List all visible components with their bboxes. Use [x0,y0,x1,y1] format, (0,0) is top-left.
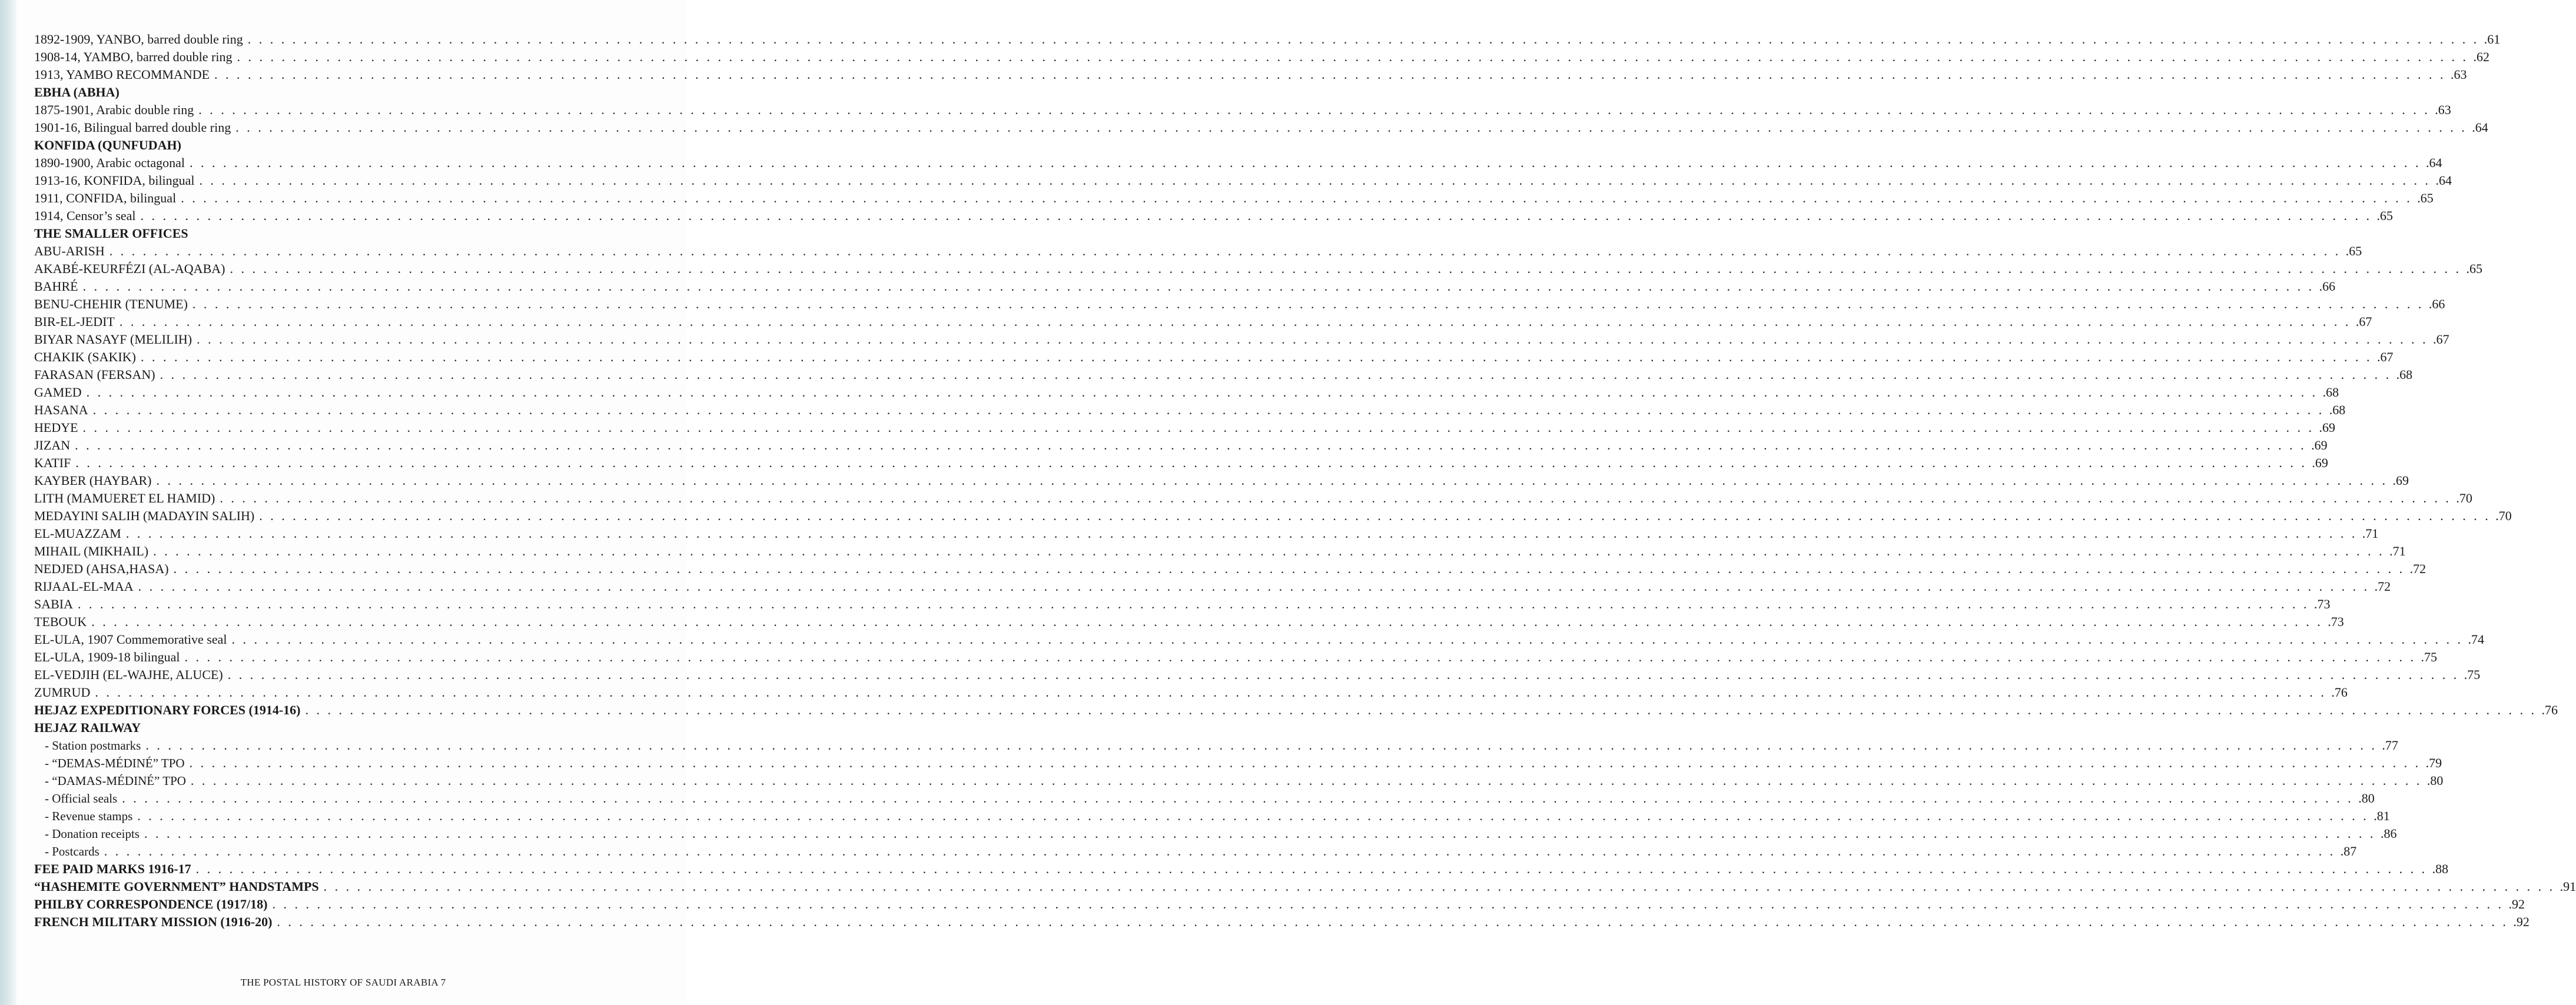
toc-leader-dots: . . . . . . . . . . . . . . . . . . . . . . . . . . . . . . . . . . . . . . . . . . . . . . . . . . . . . . . . . . . . . . . . . . . . . . . . . . . . . . . . . . . . . . . . . . . . . . . . . . . . . . . . . . . . . . . . . . . . . . . . . . . . . . . . . . . . . . . . . . . . . . . . . . . . . . . . . . . . . . . . . . . . . . . . . . . . . . . . . . . . . . . . . . . . . . . . . . . . . . . . [122,791,2353,806]
toc-entry-label: KAYBER (HAYBAR) [34,473,152,488]
toc-entry-row [34,594,2331,612]
toc-page-number: .66 [2428,297,2445,311]
toc-heading-row [34,912,2529,930]
toc-leader-dots: . . . . . . . . . . . . . . . . . . . . . . . . . . . . . . . . . . . . . . . . . . . . . . . . . . . . . . . . . . . . . . . . . . . . . . . . . . . . . . . . . . . . . . . . . . . . . . . . . . . . . . . . . . . . . . . . . . . . . . . . . . . . . . . . . . . . . . . . . . . . . . . . . . . . . . . . . . . . . . . . . . . . . . . . . . . . . . . . . . . . . . . . . . . . . . . . . . . . . . . . [277,914,2508,929]
toc-entry-label: HEJAZ EXPEDITIONARY FORCES (1914-16) [34,703,301,717]
toc-entry-row [34,294,2445,312]
toc-entry-label: - Revenue stamps [45,809,133,823]
toc-leader-dots: . . . . . . . . . . . . . . . . . . . . . . . . . . . . . . . . . . . . . . . . . . . . . . . . . . . . . . . . . . . . . . . . . . . . . . . . . . . . . . . . . . . . . . . . . . . . . . . . . . . . . . . . . . . . . . . . . . . . . . . . . . . . . . . . . . . . . . . . . . . . . . . . . . . . . . . . . . . . . . . . . . . . . . . . . . . . . . . . . . . . . . . . . . . . . . . . . . . . . . . . [199,173,2431,188]
toc-leader-dots: . . . . . . . . . . . . . . . . . . . . . . . . . . . . . . . . . . . . . . . . . . . . . . . . . . . . . . . . . . . . . . . . . . . . . . . . . . . . . . . . . . . . . . . . . . . . . . . . . . . . . . . . . . . . . . . . . . . . . . . . . . . . . . . . . . . . . . . . . . . . . . . . . . . . . . . . . . . . . . . . . . . . . . . . . . . . . . . . . . . . . . . . . . . . . . . . . . . . . . . . [75,438,2306,452]
toc-page-number: .77 [2382,738,2398,753]
toc-page-number: .69 [2319,420,2336,435]
toc-entry-label: BENU-CHEHIR (TENUME) [34,297,188,311]
toc-page-number: .91 [2560,879,2576,894]
toc-leader-dots: . . . . . . . . . . . . . . . . . . . . . . . . . . . . . . . . . . . . . . . . . . . . . . . . . . . . . . . . . . . . . . . . . . . . . . . . . . . . . . . . . . . . . . . . . . . . . . . . . . . . . . . . . . . . . . . . . . . . . . . . . . . . . . . . . . . . . . . . . . . . . . . . . . . . . . . . . . . . . . . . . . . . . . . . . . . . . . . . . . . . . . . . . . . . . . . . . . . . . . . . [235,120,2467,135]
toc-entry-label: FARASAN (FERSAN) [34,367,155,382]
toc-page-number: .80 [2358,791,2375,806]
toc-leader-dots: . . . . . . . . . . . . . . . . . . . . . . . . . . . . . . . . . . . . . . . . . . . . . . . . . . . . . . . . . . . . . . . . . . . . . . . . . . . . . . . . . . . . . . . . . . . . . . . . . . . . . . . . . . . . . . . . . . . . . . . . . . . . . . . . . . . . . . . . . . . . . . . . . . . . . . . . . . . . . . . . . . . . . . . . . . . . . . . . . . . . . . . . . . . . . . . . . . . . . . . . [189,756,2421,770]
toc-page-number: .68 [2322,385,2339,400]
toc-entry-row [34,806,2390,824]
toc-page-number: .68 [2396,367,2413,382]
toc-heading-row [34,135,646,153]
toc-entry-label: RIJAAL-EL-MAA [34,579,134,594]
toc-leader-dots: . . . . . . . . . . . . . . . . . . . . . . . . . . . . . . . . . . . . . . . . . . . . . . . . . . . . . . . . . . . . . . . . . . . . . . . . . . . . . . . . . . . . . . . . . . . . . . . . . . . . . . . . . . . . . . . . . . . . . . . . . . . . . . . . . . . . . . . . . . . . . . . . . . . . . . . . . . . . . . . . . . . . . . . . . . . . . . . . . . . . . . . . . . . . . . . . . . . . . . . . [75,455,2307,470]
toc-entry-label: LITH (MAMUERET EL HAMID) [34,491,215,505]
toc-entry-label: 1890-1900, Arabic octagonal [34,155,185,170]
toc-entry-row [34,506,2512,524]
toc-leader-dots: . . . . . . . . . . . . . . . . . . . . . . . . . . . . . . . . . . . . . . . . . . . . . . . . . . . . . . . . . . . . . . . . . . . . . . . . . . . . . . . . . . . . . . . . . . . . . . . . . . . . . . . . . . . . . . . . . . . . . . . . . . . . . . . . . . . . . . . . . . . . . . . . . . . . . . . . . . . . . . . . . . . . . . . . . . . . . . . . . . . . . . . . . . . . . . . . . . . . . . . . [181,191,2412,205]
toc-entry-row [34,736,2398,753]
toc-entry-row [34,435,2328,453]
toc-entry-row [34,47,2489,65]
toc-entry-label: 1911, CONFIDA, bilingual [34,191,177,205]
toc-page-number: .69 [2312,455,2328,470]
toc-page-number: .66 [2319,279,2336,294]
toc-leader-dots: . . . . . . . . . . . . . . . . . . . . . . . . . . . . . . . . . . . . . . . . . . . . . . . . . . . . . . . . . . . . . . . . . . . . . . . . . . . . . . . . . . . . . . . . . . . . . . . . . . . . . . . . . . . . . . . . . . . . . . . . . . . . . . . . . . . . . . . . . . . . . . . . . . . . . . . . . . . . . . . . . . . . . . . . . . . . . . . . . . . . . . . . . . . . . . . . . . . . . . . . [247,32,2479,46]
toc-entry-label: KATIF [34,455,71,470]
toc-page-number: .64 [2426,155,2442,170]
toc-entry-row [34,100,2451,118]
toc-entry-label: ABU-ARISH [34,244,105,258]
toc-page-number: .87 [2340,844,2357,858]
toc-leader-dots: . . . . . . . . . . . . . . . . . . . . . . . . . . . . . . . . . . . . . . . . . . . . . . . . . . . . . . . . . . . . . . . . . . . . . . . . . . . . . . . . . . . . . . . . . . . . . . . . . . . . . . . . . . . . . . . . . . . . . . . . . . . . . . . . . . . . . . . . . . . . . . . . . . . . . . . . . . . . . . . . . . . . . . . . . . . . . . . . . . . . . . . . . . . . . . . . . . . . . . . . [160,367,2392,382]
toc-entry-row [34,683,2348,700]
toc-entry-row [34,400,2346,418]
toc-entry-row [34,471,2409,488]
toc-entry-label: 1914, Censor’s seal [34,208,136,223]
toc-page-number: .64 [2435,173,2452,188]
toc-entry-label: AKABÉ-KEURFÉZI (AL-AQABA) [34,261,225,276]
toc-leader-dots: . . . . . . . . . . . . . . . . . . . . . . . . . . . . . . . . . . . . . . . . . . . . . . . . . . . . . . . . . . . . . . . . . . . . . . . . . . . . . . . . . . . . . . . . . . . . . . . . . . . . . . . . . . . . . . . . . . . . . . . . . . . . . . . . . . . . . . . . . . . . . . . . . . . . . . . . . . . . . . . . . . . . . . . . . . . . . . . . . . . . . . . . . . . . . . . . . . . . . . . . [95,685,2326,700]
toc-entry-label: ZUMRUD [34,685,91,700]
toc-entry-label: FEE PAID MARKS 1916-17 [34,861,191,876]
toc-leader-dots: . . . . . . . . . . . . . . . . . . . . . . . . . . . . . . . . . . . . . . . . . . . . . . . . . . . . . . . . . . . . . . . . . . . . . . . . . . . . . . . . . . . . . . . . . . . . . . . . . . . . . . . . . . . . . . . . . . . . . . . . . . . . . . . . . . . . . . . . . . . . . . . . . . . . . . . . . . . . . . . . . . . . . . . . . . . . . . . . . . . . . . . . . . . . . . . . . . . . . . . . [78,597,2309,611]
toc-leader-dots: . . . . . . . . . . . . . . . . . . . . . . . . . . . . . . . . . . . . . . . . . . . . . . . . . . . . . . . . . . . . . . . . . . . . . . . . . . . . . . . . . . . . . . . . . . . . . . . . . . . . . . . . . . . . . . . . . . . . . . . . . . . . . . . . . . . . . . . . . . . . . . . . . . . . . . . . . . . . . . . . . . . . . . . . . . . . . . . . . . . . . . . . . . . . . . . . . . . . . . . . [230,261,2461,276]
toc-entry-row [34,541,2406,559]
toc-entry-row [34,153,2442,171]
toc-entry-label: BIR-EL-JEDIT [34,314,115,329]
toc-leader-dots: . . . . . . . . . . . . . . . . . . . . . . . . . . . . . . . . . . . . . . . . . . . . . . . . . . . . . . . . . . . . . . . . . . . . . . . . . . . . . . . . . . . . . . . . . . . . . . . . . . . . . . . . . . . . . . . . . . . . . . . . . . . . . . . . . . . . . . . . . . . . . . . . . . . . . . . . . . . . . . . . . . . . . . . . . . . . . . . . . . . . . . . . . . . . . . . . . . . . . . . . [259,508,2491,523]
toc-entry-row [34,259,2482,277]
page-footer: THE POSTAL HISTORY OF SAUDI ARABIA 7 [240,977,446,988]
toc-entry-label: 1913-16, KONFIDA, bilingual [34,173,195,188]
toc-entry-row [34,347,2394,365]
toc-entry-row [34,188,2434,206]
toc-entry-row [34,29,2501,47]
toc-entry-row [34,559,2426,577]
toc-leader-dots: . . . . . . . . . . . . . . . . . . . . . . . . . . . . . . . . . . . . . . . . . . . . . . . . . . . . . . . . . . . . . . . . . . . . . . . . . . . . . . . . . . . . . . . . . . . . . . . . . . . . . . . . . . . . . . . . . . . . . . . . . . . . . . . . . . . . . . . . . . . . . . . . . . . . . . . . . . . . . . . . . . . . . . . . . . . . . . . . . . . . . . . . . . . . . . . . . . . . . . . . [137,808,2369,823]
toc-leader-dots: . . . . . . . . . . . . . . . . . . . . . . . . . . . . . . . . . . . . . . . . . . . . . . . . . . . . . . . . . . . . . . . . . . . . . . . . . . . . . . . . . . . . . . . . . . . . . . . . . . . . . . . . . . . . . . . . . . . . . . . . . . . . . . . . . . . . . . . . . . . . . . . . . . . . . . . . . . . . . . . . . . . . . . . . . . . . . . . . . . . . . . . . . . . . . . . . . . . . . . . . [140,208,2372,223]
toc-page-number: .74 [2468,632,2484,647]
toc-entry-row [34,630,2484,647]
toc-entry-label: - Donation receipts [45,827,140,841]
toc-page-number: .73 [2328,614,2344,629]
toc-leader-dots: . . . . . . . . . . . . . . . . . . . . . . . . . . . . . . . . . . . . . . . . . . . . . . . . . . . . . . . . . . . . . . . . . . . . . . . . . . . . . . . . . . . . . . . . . . . . . . . . . . . . . . . . . . . . . . . . . . . . . . . . . . . . . . . . . . . . . . . . . . . . . . . . . . . . . . . . . . . . . . . . . . . . . . . . . . . . . . . . . . . . . . . . . . . . . . . . . . . . . . . . [91,614,2323,629]
toc-leader-dots: . . . . . . . . . . . . . . . . . . . . . . . . . . . . . . . . . . . . . . . . . . . . . . . . . . . . . . . . . . . . . . . . . . . . . . . . . . . . . . . . . . . . . . . . . . . . . . . . . . . . . . . . . . . . . . . . . . . . . . . . . . . . . . . . . . . . . . . . . . . . . . . . . . . . . . . . . . . . . . . . . . . . . . . . . . . . . . . . . . . . . . . . . . . . . . . . . . . . . . . . [82,279,2315,294]
toc-leader-dots: . . . . . . . . . . . . . . . . . . . . . . . . . . . . . . . . . . . . . . . . . . . . . . . . . . . . . . . . . . . . . . . . . . . . . . . . . . . . . . . . . . . . . . . . . . . . . . . . . . . . . . . . . . . . . . . . . . . . . . . . . . . . . . . . . . . . . . . . . . . . . . . . . . . . . . . . . . . . . . . . . . . . . . . . . . . . . . . . . . . . . . . . . . . . . . . . . . . . . . . . [119,314,2351,329]
toc-leader-dots: . . . . . . . . . . . . . . . . . . . . . . . . . . . . . . . . . . . . . . . . . . . . . . . . . . . . . . . . . . . . . . . . . . . . . . . . . . . . . . . . . . . . . . . . . . . . . . . . . . . . . . . . . . . . . . . . . . . . . . . . . . . . . . . . . . . . . . . . . . . . . . . . . . . . . . . . . . . . . . . . . . . . . . . . . . . . . . . . . . . . . . . . . . . . . . . . . . . . . . . . [173,561,2405,576]
toc-entry-row [34,118,2488,135]
toc-leader-dots: . . . . . . . . . . . . . . . . . . . . . . . . . . . . . . . . . . . . . . . . . . . . . . . . . . . . . . . . . . . . . . . . . . . . . . . . . . . . . . . . . . . . . . . . . . . . . . . . . . . . . . . . . . . . . . . . . . . . . . . . . . . . . . . . . . . . . . . . . . . . . . . . . . . . . . . . . . . . . . . . . . . . . . . . . . . . . . . . . . . . . . . . . . . . . . . . . . . . . . . . [156,473,2388,488]
toc-entry-label: CHAKIK (SAKIK) [34,350,136,364]
toc-entry-row [34,824,2397,841]
toc-entry-label: HASANA [34,402,88,417]
toc-entry-row [34,612,2344,630]
toc-leader-dots: . . . . . . . . . . . . . . . . . . . . . . . . . . . . . . . . . . . . . . . . . . . . . . . . . . . . . . . . . . . . . . . . . . . . . . . . . . . . . . . . . . . . . . . . . . . . . . . . . . . . . . . . . . . . . . . . . . . . . . . . . . . . . . . . . . . . . . . . . . . . . . . . . . . . . . . . . . . . . . . . . . . . . . . . . . . . . . . . . . . . . . . . . . . . . . . . . . . . . . . . [104,844,2336,858]
toc-entry-row [34,771,2444,788]
toc-leader-dots: . . . . . . . . . . . . . . . . . . . . . . . . . . . . . . . . . . . . . . . . . . . . . . . . . . . . . . . . . . . . . . . . . . . . . . . . . . . . . . . . . . . . . . . . . . . . . . . . . . . . . . . . . . . . . . . . . . . . . . . . . . . . . . . . . . . . . . . . . . . . . . . . . . . . . . . . . . . . . . . . . . . . . . . . . . . . . . . . . . . . . . . . . . . . . . . . . . . . . . . . [214,67,2446,82]
toc-leader-dots: . . . . . . . . . . . . . . . . . . . . . . . . . . . . . . . . . . . . . . . . . . . . . . . . . . . . . . . . . . . . . . . . . . . . . . . . . . . . . . . . . . . . . . . . . . . . . . . . . . . . . . . . . . . . . . . . . . . . . . . . . . . . . . . . . . . . . . . . . . . . . . . . . . . . . . . . . . . . . . . . . . . . . . . . . . . . . . . . . . . . . . . . . . . . . . . . . . . . . . . . [140,350,2372,364]
toc-page-number: .63 [2435,102,2451,117]
toc-leader-dots: . . . . . . . . . . . . . . . . . . . . . . . . . . . . . . . . . . . . . . . . . . . . . . . . . . . . . . . . . . . . . . . . . . . . . . . . . . . . . . . . . . . . . . . . . . . . . . . . . . . . . . . . . . . . . . . . . . . . . . . . . . . . . . . . . . . . . . . . . . . . . . . . . . . . . . . . . . . . . . . . . . . . . . . . . . . . . . . . . . . . . . . . . . . . . . . . . . . . . . . . [237,49,2468,64]
toc-page-number: .65 [2466,261,2482,276]
toc-heading-row [34,82,646,100]
toc-entry-label: GAMED [34,385,82,400]
toc-leader-dots: . . . . . . . . . . . . . . . . . . . . . . . . . . . . . . . . . . . . . . . . . . . . . . . . . . . . . . . . . . . . . . . . . . . . . . . . . . . . . . . . . . . . . . . . . . . . . . . . . . . . . . . . . . . . . . . . . . . . . . . . . . . . . . . . . . . . . . . . . . . . . . . . . . . . . . . . . . . . . . . . . . . . . . . . . . . . . . . . . . . . . . . . . . . . . . . . . . . . . . . . [153,544,2385,558]
toc-page-number: .81 [2373,808,2390,823]
toc-entry-row [34,665,2481,683]
toc-leader-dots: . . . . . . . . . . . . . . . . . . . . . . . . . . . . . . . . . . . . . . . . . . . . . . . . . . . . . . . . . . . . . . . . . . . . . . . . . . . . . . . . . . . . . . . . . . . . . . . . . . . . . . . . . . . . . . . . . . . . . . . . . . . . . . . . . . . . . . . . . . . . . . . . . . . . . . . . . . . . . . . . . . . . . . . . . . . . . . . . . . . . . . . . . . . . . . . . . . . . . . . . [195,861,2428,876]
toc-entry-label: - Station postmarks [45,738,141,753]
toc-entry-row [34,241,2362,259]
toc-entry-label: 1901-16, Bilingual barred double ring [34,120,231,135]
toc-heading-row [34,877,2576,894]
toc-leader-dots: . . . . . . . . . . . . . . . . . . . . . . . . . . . . . . . . . . . . . . . . . . . . . . . . . . . . . . . . . . . . . . . . . . . . . . . . . . . . . . . . . . . . . . . . . . . . . . . . . . . . . . . . . . . . . . . . . . . . . . . . . . . . . . . . . . . . . . . . . . . . . . . . . . . . . . . . . . . . . . . . . . . . . . . . . . . . . . . . . . . . . . . . . . . . . . . . . . . . . . . . [192,297,2424,311]
toc-entry-row [34,418,2336,435]
toc-leader-dots: . . . . . . . . . . . . . . . . . . . . . . . . . . . . . . . . . . . . . . . . . . . . . . . . . . . . . . . . . . . . . . . . . . . . . . . . . . . . . . . . . . . . . . . . . . . . . . . . . . . . . . . . . . . . . . . . . . . . . . . . . . . . . . . . . . . . . . . . . . . . . . . . . . . . . . . . . . . . . . . . . . . . . . . . . . . . . . . . . . . . . . . . . . . . . . . . . . . . . . . . [231,632,2463,647]
toc-entry-row [34,382,2339,400]
toc-page-number: .69 [2392,473,2409,488]
toc-page-number: .70 [2456,491,2472,505]
toc-entry-label: THE SMALLER OFFICES [34,226,188,241]
toc-entry-label: - Official seals [45,791,118,806]
toc-page-number: .79 [2425,756,2442,770]
toc-page-number: .86 [2380,826,2397,841]
toc-entry-label: - “DEMAS-MÉDINÉ” TPO [45,756,185,770]
toc-entry-row [34,65,2467,82]
toc-leader-dots: . . . . . . . . . . . . . . . . . . . . . . . . . . . . . . . . . . . . . . . . . . . . . . . . . . . . . . . . . . . . . . . . . . . . . . . . . . . . . . . . . . . . . . . . . . . . . . . . . . . . . . . . . . . . . . . . . . . . . . . . . . . . . . . . . . . . . . . . . . . . . . . . . . . . . . . . . . . . . . . . . . . . . . . . . . . . . . . . . . . . . . . . . . . . . . . . . . . . . . . . [144,826,2376,841]
toc-entry-row [34,488,2472,506]
toc-page-number: .80 [2426,773,2444,788]
toc-entry-label: HEJAZ RAILWAY [34,720,141,735]
toc-heading-row [34,894,2525,912]
toc-leader-dots: . . . . . . . . . . . . . . . . . . . . . . . . . . . . . . . . . . . . . . . . . . . . . . . . . . . . . . . . . . . . . . . . . . . . . . . . . . . . . . . . . . . . . . . . . . . . . . . . . . . . . . . . . . . . . . . . . . . . . . . . . . . . . . . . . . . . . . . . . . . . . . . . . . . . . . . . . . . . . . . . . . . . . . . . . . . . . . . . . . . . . . . . . . . . . . . . . . . . . . . . [305,703,2537,717]
toc-page-number: .64 [2472,120,2488,135]
toc-leader-dots: . . . . . . . . . . . . . . . . . . . . . . . . . . . . . . . . . . . . . . . . . . . . . . . . . . . . . . . . . . . . . . . . . . . . . . . . . . . . . . . . . . . . . . . . . . . . . . . . . . . . . . . . . . . . . . . . . . . . . . . . . . . . . . . . . . . . . . . . . . . . . . . . . . . . . . . . . . . . . . . . . . . . . . . . . . . . . . . . . . . . . . . . . . . . . . . . . . . . . . . . [227,667,2459,682]
toc-entry-label: EBHA (ABHA) [34,85,119,99]
toc-entry-label: EL-ULA, 1909-18 bilingual [34,650,180,664]
toc-entry-row [34,788,2375,806]
toc-entry-label: KONFIDA (QUNFUDAH) [34,138,181,152]
toc-entry-label: NEDJED (AHSA,HASA) [34,561,169,576]
toc-heading-row [34,700,2558,718]
toc-entry-row [34,171,2452,188]
toc-leader-dots: . . . . . . . . . . . . . . . . . . . . . . . . . . . . . . . . . . . . . . . . . . . . . . . . . . . . . . . . . . . . . . . . . . . . . . . . . . . . . . . . . . . . . . . . . . . . . . . . . . . . . . . . . . . . . . . . . . . . . . . . . . . . . . . . . . . . . . . . . . . . . . . . . . . . . . . . . . . . . . . . . . . . . . . . . . . . . . . . . . . . . . . . . . . . . . . . . . . . . . . . [92,402,2325,417]
toc-page-number: .67 [2355,314,2372,329]
toc-leader-dots: . . . . . . . . . . . . . . . . . . . . . . . . . . . . . . . . . . . . . . . . . . . . . . . . . . . . . . . . . . . . . . . . . . . . . . . . . . . . . . . . . . . . . . . . . . . . . . . . . . . . . . . . . . . . . . . . . . . . . . . . . . . . . . . . . . . . . . . . . . . . . . . . . . . . . . . . . . . . . . . . . . . . . . . . . . . . . . . . . . . . . . . . . . . . . . . . . . . . . . . . [86,385,2318,400]
toc-leader-dots: . . . . . . . . . . . . . . . . . . . . . . . . . . . . . . . . . . . . . . . . . . . . . . . . . . . . . . . . . . . . . . . . . . . . . . . . . . . . . . . . . . . . . . . . . . . . . . . . . . . . . . . . . . . . . . . . . . . . . . . . . . . . . . . . . . . . . . . . . . . . . . . . . . . . . . . . . . . . . . . . . . . . . . . . . . . . . . . . . . . . . . . . . . . . . . . . . . . . . . . . [190,155,2421,170]
toc-entry-label: PHILBY CORRESPONDENCE (1917/18) [34,897,268,911]
toc-entry-label: 1892-1909, YANBO, barred double ring [34,32,243,46]
toc-entry-label: TEBOUK [34,614,87,629]
toc-leader-dots: . . . . . . . . . . . . . . . . . . . . . . . . . . . . . . . . . . . . . . . . . . . . . . . . . . . . . . . . . . . . . . . . . . . . . . . . . . . . . . . . . . . . . . . . . . . . . . . . . . . . . . . . . . . . . . . . . . . . . . . . . . . . . . . . . . . . . . . . . . . . . . . . . . . . . . . . . . . . . . . . . . . . . . . . . . . . . . . . . . . . . . . . . . . . . . . . . . . . . . . . [145,738,2377,753]
toc-page-number: .88 [2432,861,2449,876]
toc-page-number: .76 [2541,703,2558,717]
toc-page-number: .72 [2374,579,2391,594]
toc-leader-dots: . . . . . . . . . . . . . . . . . . . . . . . . . . . . . . . . . . . . . . . . . . . . . . . . . . . . . . . . . . . . . . . . . . . . . . . . . . . . . . . . . . . . . . . . . . . . . . . . . . . . . . . . . . . . . . . . . . . . . . . . . . . . . . . . . . . . . . . . . . . . . . . . . . . . . . . . . . . . . . . . . . . . . . . . . . . . . . . . . . . . . . . . . . . . . . . . . . . . . . . . [82,420,2315,435]
toc-page-number: .76 [2331,685,2348,700]
toc-page-number: .72 [2409,561,2426,576]
toc-leader-dots: . . . . . . . . . . . . . . . . . . . . . . . . . . . . . . . . . . . . . . . . . . . . . . . . . . . . . . . . . . . . . . . . . . . . . . . . . . . . . . . . . . . . . . . . . . . . . . . . . . . . . . . . . . . . . . . . . . . . . . . . . . . . . . . . . . . . . . . . . . . . . . . . . . . . . . . . . . . . . . . . . . . . . . . . . . . . . . . . . . . . . . . . . . . . . . . . . . . . . . . . [184,650,2416,664]
page-spine-edge [0,0,16,1005]
toc-entry-label: EL-ULA, 1907 Commemorative seal [34,632,227,647]
toc-entry-label: MEDAYINI SALIH (MADAYIN SALIH) [34,508,255,523]
toc-entry-label: FRENCH MILITARY MISSION (1916-20) [34,914,273,929]
toc-entry-label: - “DAMAS-MÉDINÉ” TPO [45,774,186,788]
toc-page-number: .69 [2311,438,2328,452]
toc-entry-label: EL-MUAZZAM [34,526,121,541]
toc-page-number: .92 [2508,897,2525,911]
toc-entry-row [34,453,2328,471]
toc-entry-label: JIZAN [34,438,71,452]
toc-heading-row [34,718,646,736]
toc-entry-label: EL-VEDJIH (EL-WAJHE, ALUCE) [34,667,223,682]
toc-page-number: .73 [2314,597,2331,611]
toc-page-number: .67 [2376,350,2394,364]
toc-entry-label: MIHAIL (MIKHAIL) [34,544,149,558]
toc-page-number: .68 [2329,402,2346,417]
toc-entry-row [34,312,2372,330]
toc-leader-dots: . . . . . . . . . . . . . . . . . . . . . . . . . . . . . . . . . . . . . . . . . . . . . . . . . . . . . . . . . . . . . . . . . . . . . . . . . . . . . . . . . . . . . . . . . . . . . . . . . . . . . . . . . . . . . . . . . . . . . . . . . . . . . . . . . . . . . . . . . . . . . . . . . . . . . . . . . . . . . . . . . . . . . . . . . . . . . . . . . . . . . . . . . . . . . . . . . . . . . . . . [220,491,2451,505]
toc-leader-dots: . . . . . . . . . . . . . . . . . . . . . . . . . . . . . . . . . . . . . . . . . . . . . . . . . . . . . . . . . . . . . . . . . . . . . . . . . . . . . . . . . . . . . . . . . . . . . . . . . . . . . . . . . . . . . . . . . . . . . . . . . . . . . . . . . . . . . . . . . . . . . . . . . . . . . . . . . . . . . . . . . . . . . . . . . . . . . . . . . . . . . . . . . . . . . . . . . . . . . . . . [138,579,2370,594]
toc-leader-dots: . . . . . . . . . . . . . . . . . . . . . . . . . . . . . . . . . . . . . . . . . . . . . . . . . . . . . . . . . . . . . . . . . . . . . . . . . . . . . . . . . . . . . . . . . . . . . . . . . . . . . . . . . . . . . . . . . . . . . . . . . . . . . . . . . . . . . . . . . . . . . . . . . . . . . . . . . . . . . . . . . . . . . . . . . . . . . . . . . . . . . . . . . . . . . . . . . . . . . . . . [272,897,2504,911]
toc-entry-label: SABIA [34,597,74,611]
toc-page-number: .75 [2464,667,2481,682]
toc-entry-row [34,330,2449,347]
toc-leader-dots: . . . . . . . . . . . . . . . . . . . . . . . . . . . . . . . . . . . . . . . . . . . . . . . . . . . . . . . . . . . . . . . . . . . . . . . . . . . . . . . . . . . . . . . . . . . . . . . . . . . . . . . . . . . . . . . . . . . . . . . . . . . . . . . . . . . . . . . . . . . . . . . . . . . . . . . . . . . . . . . . . . . . . . . . . . . . . . . . . . . . . . . . . . . . . . . . . . . . . . . . [198,102,2430,117]
toc-leader-dots: . . . . . . . . . . . . . . . . . . . . . . . . . . . . . . . . . . . . . . . . . . . . . . . . . . . . . . . . . . . . . . . . . . . . . . . . . . . . . . . . . . . . . . . . . . . . . . . . . . . . . . . . . . . . . . . . . . . . . . . . . . . . . . . . . . . . . . . . . . . . . . . . . . . . . . . . . . . . . . . . . . . . . . . . . . . . . . . . . . . . . . . . . . . . . . . . . . . . . . . . [190,773,2422,788]
toc-page-number: .65 [2345,244,2362,258]
toc-page-number: .70 [2495,508,2512,523]
toc-page-number: .65 [2417,191,2434,205]
toc-entry-label: - Postcards [45,844,99,858]
toc-entry-row [34,524,2379,541]
toc-page-number: .61 [2484,32,2501,46]
table-of-contents [34,29,2576,930]
toc-leader-dots: . . . . . . . . . . . . . . . . . . . . . . . . . . . . . . . . . . . . . . . . . . . . . . . . . . . . . . . . . . . . . . . . . . . . . . . . . . . . . . . . . . . . . . . . . . . . . . . . . . . . . . . . . . . . . . . . . . . . . . . . . . . . . . . . . . . . . . . . . . . . . . . . . . . . . . . . . . . . . . . . . . . . . . . . . . . . . . . . . . . . . . . . . . . . . . . . . . . . . . . . [109,244,2341,258]
toc-entry-label: BAHRÉ [34,279,78,294]
toc-entry-row [34,365,2413,382]
toc-page-number: .71 [2362,526,2379,541]
toc-entry-label: HEDYE [34,420,78,435]
toc-page-number: .67 [2433,332,2449,347]
toc-leader-dots: . . . . . . . . . . . . . . . . . . . . . . . . . . . . . . . . . . . . . . . . . . . . . . . . . . . . . . . . . . . . . . . . . . . . . . . . . . . . . . . . . . . . . . . . . . . . . . . . . . . . . . . . . . . . . . . . . . . . . . . . . . . . . . . . . . . . . . . . . . . . . . . . . . . . . . . . . . . . . . . . . . . . . . . . . . . . . . . . . . . . . . . . . . . . . . . . . . . . . . . . [323,879,2555,894]
toc-heading-row [34,859,2449,877]
toc-entry-label: “HASHEMITE GOVERNMENT” HANDSTAMPS [34,879,319,894]
toc-page-number: .65 [2376,208,2394,223]
toc-page-number: .62 [2473,49,2489,64]
toc-entry-label: 1875-1901, Arabic double ring [34,102,194,117]
toc-page-number: .71 [2389,544,2406,558]
toc-page-number: .92 [2513,914,2529,929]
toc-entry-label: 1908-14, YAMBO, barred double ring [34,49,233,64]
toc-heading-row [34,224,646,241]
toc-entry-row [34,647,2437,665]
toc-entry-label: 1913, YAMBO RECOMMANDE [34,67,210,82]
toc-entry-row [34,206,2394,224]
toc-entry-label: BIYAR NASAYF (MELILIH) [34,332,192,347]
toc-entry-row [34,277,2336,294]
toc-page-number: .63 [2451,67,2467,82]
toc-entry-row [34,841,2357,859]
toc-leader-dots: . . . . . . . . . . . . . . . . . . . . . . . . . . . . . . . . . . . . . . . . . . . . . . . . . . . . . . . . . . . . . . . . . . . . . . . . . . . . . . . . . . . . . . . . . . . . . . . . . . . . . . . . . . . . . . . . . . . . . . . . . . . . . . . . . . . . . . . . . . . . . . . . . . . . . . . . . . . . . . . . . . . . . . . . . . . . . . . . . . . . . . . . . . . . . . . . . . . . . . . . [197,332,2428,347]
toc-page-number: .75 [2421,650,2437,664]
toc-entry-row [34,753,2442,771]
toc-leader-dots: . . . . . . . . . . . . . . . . . . . . . . . . . . . . . . . . . . . . . . . . . . . . . . . . . . . . . . . . . . . . . . . . . . . . . . . . . . . . . . . . . . . . . . . . . . . . . . . . . . . . . . . . . . . . . . . . . . . . . . . . . . . . . . . . . . . . . . . . . . . . . . . . . . . . . . . . . . . . . . . . . . . . . . . . . . . . . . . . . . . . . . . . . . . . . . . . . . . . . . . . [125,526,2358,541]
toc-entry-row [34,577,2391,594]
